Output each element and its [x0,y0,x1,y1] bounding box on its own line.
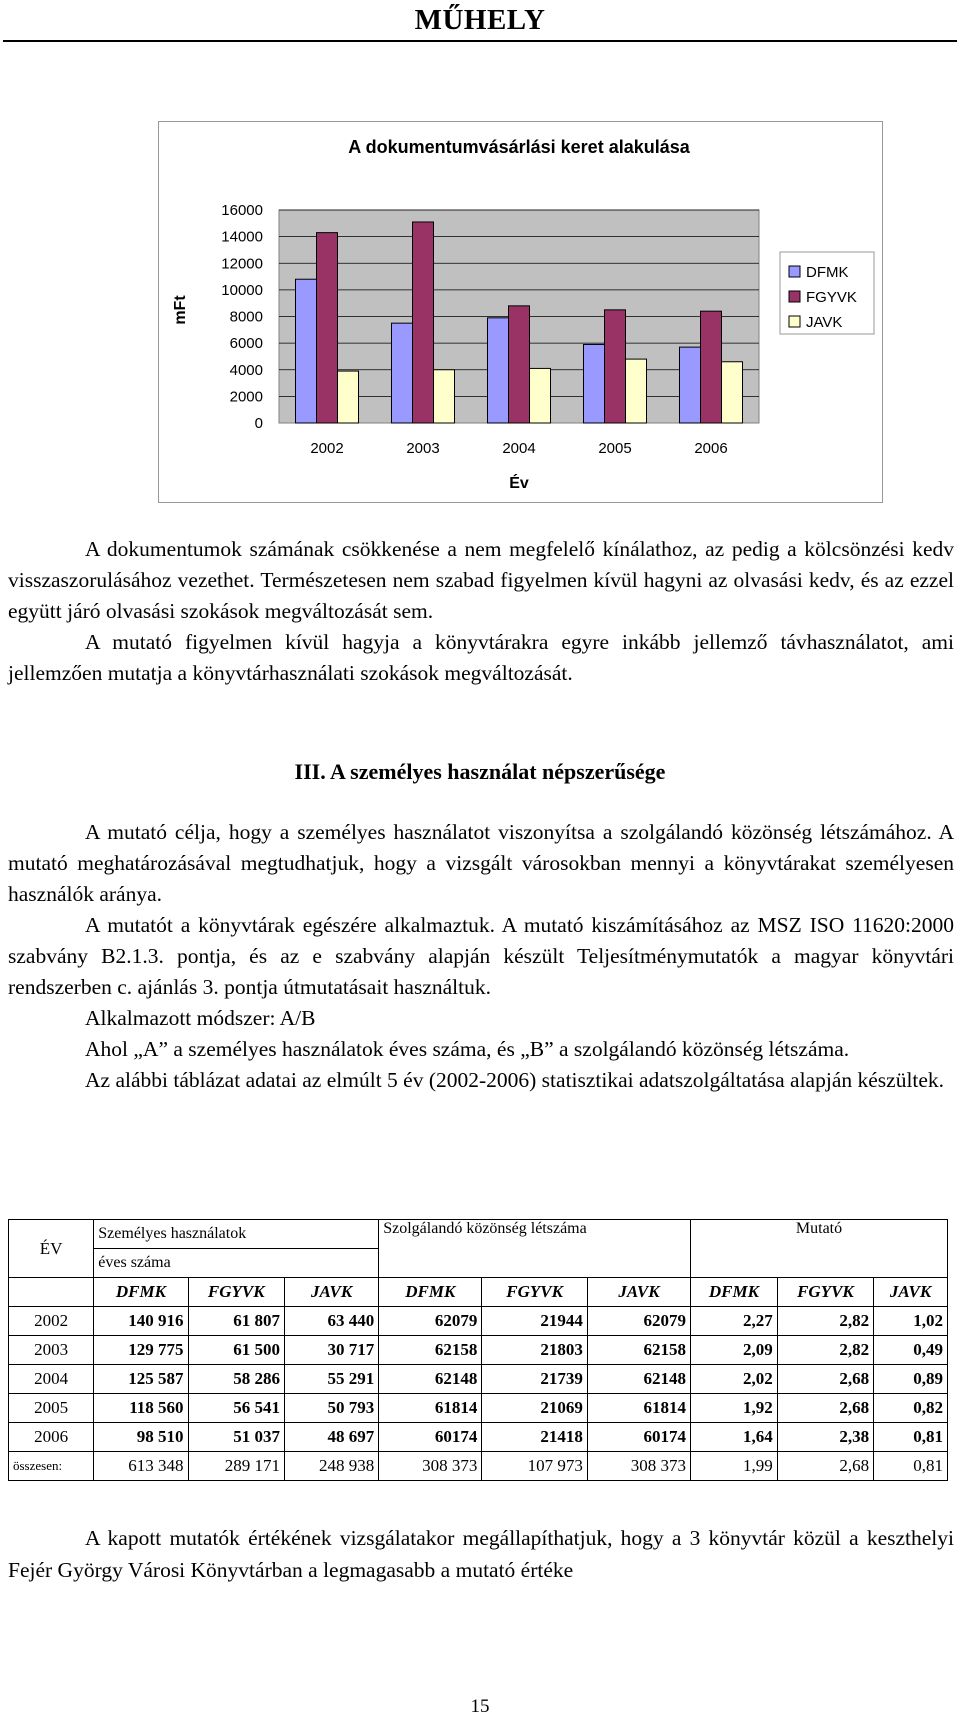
total-label: összesen: [9,1452,94,1481]
legend-swatch-javk [789,316,800,327]
bar-javk-2004 [530,368,551,423]
table-subheader-row [9,1278,948,1307]
x-tick-label: 2002 [310,440,344,457]
header-group-indicator: Mutató [691,1220,948,1278]
table-cell: 2,82 [777,1336,873,1365]
table-cell: 30 717 [284,1336,378,1365]
y-tick-label: 0 [254,415,263,432]
table-cell: 21944 [482,1307,587,1336]
table-cell: 48 697 [284,1423,378,1452]
total-cell: 1,99 [691,1452,778,1481]
header-group-usage-line2: éves száma [94,1249,379,1278]
chart-title: A dokumentumvásárlási keret alakulása [348,137,690,157]
table-cell: 62148 [587,1365,690,1394]
table-cell: 2,68 [777,1365,873,1394]
row-year: 2006 [9,1423,94,1452]
table-cell: 61814 [587,1394,690,1423]
subheader-cell: JAVK [874,1278,948,1307]
table-cell: 2,09 [691,1336,778,1365]
table-cell: 2,27 [691,1307,778,1336]
table-cell: 21069 [482,1394,587,1423]
paragraph-5-text: Alkalmazott módszer: A/B [85,1006,316,1030]
table-cell: 62079 [379,1307,482,1336]
table-cell: 125 587 [94,1365,188,1394]
closing-text: A kapott mutatók értékének vizsgálatakor megállapíthatjuk, hogy a 3 könyvtár közül a keszthelyi Fejér György Városi Könyvtárban a legmagasabb a mutató értéke [8,1526,954,1582]
table-cell: 0,81 [874,1423,948,1452]
table-cell: 1,92 [691,1394,778,1423]
paragraph-group-2 [8,817,954,1096]
y-tick-label: 16000 [221,202,263,219]
paragraph-7-text: Az alábbi táblázat adatai az elmúlt 5 év (2002-2006) statisztikai adatszolgáltatása alapján készültek. [85,1068,945,1092]
total-cell: 289 171 [188,1452,284,1481]
total-cell: 308 373 [587,1452,690,1481]
bar-fgyvk-2003 [413,222,434,423]
row-year: 2002 [9,1307,94,1336]
table-cell: 2,02 [691,1365,778,1394]
table-cell: 60174 [379,1423,482,1452]
subheader-cell: JAVK [284,1278,378,1307]
x-tick-label: 2004 [502,440,536,457]
bar-dfmk-2004 [488,318,509,423]
table-cell: 61 807 [188,1307,284,1336]
bar-javk-2006 [722,362,743,423]
table-cell: 0,89 [874,1365,948,1394]
table-cell: 21803 [482,1336,587,1365]
legend-label: JAVK [806,314,843,331]
bar-dfmk-2006 [680,347,701,423]
subheader-cell: FGYVK [777,1278,873,1307]
table-row [9,1336,948,1365]
paragraph-3-text: A mutató célja, hogy a személyes használatot viszonyítsa a szolgálandó közönség létszámához. A mutató meghatározásával megtudhatjuk, hogy a vizsgált városokban mennyi a könyvtárakat személyesen használók aránya. [8,820,954,906]
y-tick-label: 12000 [221,255,263,273]
table-cell: 129 775 [94,1336,188,1365]
table-cell: 58 286 [188,1365,284,1394]
y-tick-label: 8000 [229,308,263,326]
total-cell: 107 973 [482,1452,587,1481]
table-row [9,1394,948,1423]
total-cell: 0,81 [874,1452,948,1481]
table-body [9,1307,948,1481]
page-header [0,0,960,44]
table-header-row [9,1220,948,1249]
bar-fgyvk-2006 [701,311,722,423]
subheader-cell: FGYVK [482,1278,587,1307]
table-cell: 0,82 [874,1394,948,1423]
table-cell: 60174 [587,1423,690,1452]
table-cell: 140 916 [94,1307,188,1336]
row-year: 2003 [9,1336,94,1365]
table-cell: 2,68 [777,1394,873,1423]
subheader-empty [9,1278,94,1307]
table-cell: 55 291 [284,1365,378,1394]
header-rule [3,40,957,42]
table-cell: 2,82 [777,1307,873,1336]
row-year: 2004 [9,1365,94,1394]
table-cell: 50 793 [284,1394,378,1423]
header-group-usage-line1: Személyes használatok [98,1225,247,1242]
table-cell: 0,49 [874,1336,948,1365]
total-cell: 248 938 [284,1452,378,1481]
closing-paragraph [8,1522,954,1586]
total-cell: 613 348 [94,1452,188,1481]
paragraph-1-text: A dokumentumok számának csökkenése a nem megfelelő kínálathoz, az pedig a kölcsönzési kedv visszaszorulásához vezethet. Természetesen nem szabad figyelmen kívül hagyni az olvasási kedv, és az ezzel együtt járó olvasási szokások megváltozását sem. [8,537,954,623]
table-row [9,1307,948,1336]
paragraph-4-text: A mutatót a könyvtárak egészére alkalmaztuk. A mutató kiszámításához az MSZ ISO 11620:2000 szabvány B2.1.3. pontja, és az e szabvány alapján készült Teljesítménymutatók a magyar könyvtári rendszerben c. ajánlás 3. pontja útmutatásait használtuk. [8,913,954,999]
table-cell: 62158 [379,1336,482,1365]
section-title: III. A személyes használat népszerűsége [294,759,666,784]
table-cell: 63 440 [284,1307,378,1336]
page-number: 15 [470,1696,490,1717]
paragraph-2-text: A mutató figyelmen kívül hagyja a könyvtárakra egyre inkább jellemző távhasználatot, ami jellemzően mutatja a könyvtárhasználati szokások megváltozását. [8,630,954,685]
table-cell: 61 500 [188,1336,284,1365]
x-tick-label: 2006 [694,440,728,457]
table-total-row [9,1452,948,1481]
paragraph-6-text: Ahol „A” a személyes használatok éves száma, és „B” a szolgálandó közönség létszáma. [85,1037,850,1061]
subheader-cell: DFMK [379,1278,482,1307]
table-cell: 51 037 [188,1423,284,1452]
header-year: ÉV [9,1220,94,1278]
table-cell: 62148 [379,1365,482,1394]
table-row [9,1365,948,1394]
legend-label: DFMK [806,264,849,281]
table-cell: 1,02 [874,1307,948,1336]
y-tick-label: 14000 [221,228,263,246]
paragraph-1 [8,534,954,689]
bar-javk-2005 [626,359,647,423]
subheader-cell: DFMK [691,1278,778,1307]
header-title: MŰHELY [414,4,546,36]
bar-chart [159,122,882,502]
table-cell: 98 510 [94,1423,188,1452]
bar-fgyvk-2004 [509,306,530,423]
x-axis-label: Év [509,475,529,492]
y-tick-label: 10000 [221,281,263,299]
table-cell: 62158 [587,1336,690,1365]
row-year: 2005 [9,1394,94,1423]
header-group-population: Szolgálandó közönség létszáma [379,1220,691,1278]
bar-javk-2003 [434,370,455,423]
y-axis-label: mFt [172,295,189,325]
total-cell: 2,68 [777,1452,873,1481]
bar-dfmk-2002 [296,279,317,423]
table-cell: 21418 [482,1423,587,1452]
y-tick-label: 2000 [229,388,263,406]
table-cell: 61814 [379,1394,482,1423]
table-cell: 62079 [587,1307,690,1336]
x-tick-label: 2003 [406,440,440,457]
subheader-cell: FGYVK [188,1278,284,1307]
total-cell: 308 373 [379,1452,482,1481]
legend-swatch-dfmk [789,266,800,277]
x-tick-label: 2005 [598,440,632,457]
table-cell: 118 560 [94,1394,188,1423]
legend-label: FGYVK [806,289,857,306]
subheader-cell: JAVK [587,1278,690,1307]
legend-swatch-fgyvk [789,291,800,302]
bar-dfmk-2003 [392,323,413,423]
table-row [9,1423,948,1452]
chart-container [158,121,883,503]
table-cell: 56 541 [188,1394,284,1423]
bar-dfmk-2005 [584,344,605,423]
y-tick-label: 4000 [229,361,263,379]
header-group-usage [94,1220,379,1249]
bar-fgyvk-2005 [605,310,626,423]
table-cell: 21739 [482,1365,587,1394]
bar-javk-2002 [338,371,359,423]
statistics-table [8,1219,948,1481]
table-cell: 2,38 [777,1423,873,1452]
y-tick-label: 6000 [229,335,263,353]
subheader-cell: DFMK [94,1278,188,1307]
table-cell: 1,64 [691,1423,778,1452]
bar-fgyvk-2002 [317,233,338,423]
